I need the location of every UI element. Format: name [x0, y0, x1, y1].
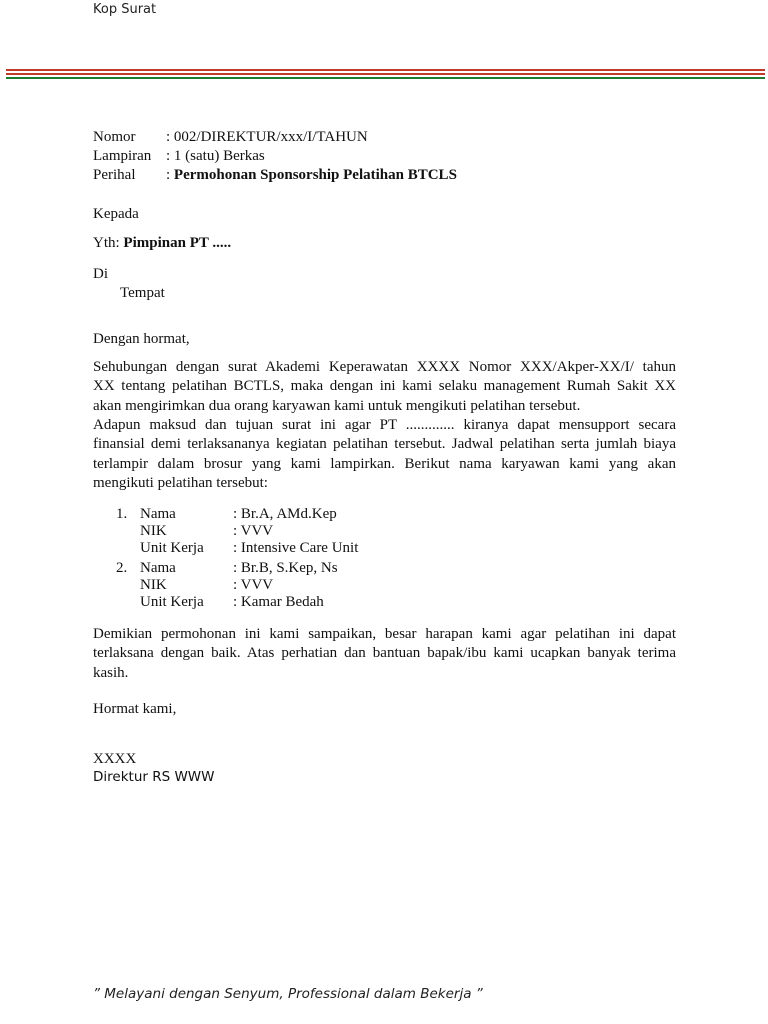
- employee-field-value: : VVV: [233, 523, 274, 539]
- kepada-label: Kepada: [93, 206, 139, 222]
- paragraph-1: [93, 358, 676, 416]
- yth-line: [93, 234, 231, 253]
- employee-field-label: NIK: [140, 577, 167, 593]
- meta-label-nomor: Nomor: [93, 129, 136, 145]
- paragraph-2-line: Adapun maksud dan tujuan surat ini agar PT ............. kiranya dapat mensupport secara: [93, 417, 676, 433]
- di-label: Di: [93, 266, 108, 282]
- header-rule-green: [6, 77, 765, 79]
- paragraph-1-line: Sehubungan dengan surat Akademi Keperawatan XXXX Nomor XXX/Akper-XX/I/ tahun: [93, 359, 676, 375]
- letterhead-label: Kop Surat: [93, 2, 157, 17]
- closing-line: terlaksana dengan baik. Atas perhatian dan bantuan bapak/ibu kami ucapkan banyak terima: [93, 645, 676, 662]
- employee-field-label: Nama: [140, 506, 176, 522]
- tempat-label: Tempat: [120, 285, 165, 301]
- signatory-title: Direktur RS WWW: [93, 769, 215, 785]
- yth-prefix: Yth:: [93, 235, 124, 251]
- meta-value-lampiran: : 1 (satu) Berkas: [166, 148, 265, 164]
- employee-field-label: NIK: [140, 523, 167, 539]
- paragraph-2-line: mengikuti pelatihan tersebut:: [93, 474, 268, 491]
- meta-label-perihal: Perihal: [93, 167, 136, 183]
- paragraph-2-line: finansial demi terlaksananya kegiatan pelatihan tersebut. Jadwal pelatihan serta jumlah biaya: [93, 436, 676, 453]
- employee-field-value: : Br.A, AMd.Kep: [233, 506, 337, 522]
- greeting: Dengan hormat,: [93, 331, 190, 347]
- employee-field-label: Unit Kerja: [140, 594, 204, 610]
- signatory-name: XXXX: [93, 751, 137, 767]
- footer-motto: ” Melayani dengan Senyum, Professional dalam Bekerja ”: [93, 986, 483, 1002]
- employee-field-value: : Kamar Bedah: [233, 594, 324, 610]
- meta-value-perihal: [166, 166, 457, 185]
- meta-label-lampiran: Lampiran: [93, 148, 152, 164]
- employee-field-label: Unit Kerja: [140, 540, 204, 556]
- header-rule-red-1: [6, 69, 765, 71]
- employee-field-label: Nama: [140, 560, 176, 576]
- closing-line: Demikian permohonan ini kami sampaikan, besar harapan kami agar pelatihan ini dapat: [93, 626, 676, 642]
- meta-value-nomor: : 002/DIREKTUR/xxx/I/TAHUN: [166, 129, 368, 145]
- employee-number: 1.: [116, 506, 128, 522]
- paragraph-2: [93, 416, 676, 493]
- yth-name: Pimpinan PT .....: [123, 235, 232, 251]
- header-rule-red-2: [6, 73, 765, 75]
- employee-field-value: : Intensive Care Unit: [233, 540, 359, 556]
- paragraph-1-line: XX tentang pelatihan BCTLS, maka dengan ini kami selaku management Rumah Sakit XX: [93, 378, 676, 395]
- paragraph-2-line: terlampir dalam brosur yang kami lampirkan. Berikut nama karyawan kami yang akan: [93, 455, 676, 472]
- employee-field-value: : Br.B, S.Kep, Ns: [233, 560, 338, 576]
- employee-number: 2.: [116, 560, 128, 576]
- perihal-subject: Permohonan Sponsorship Pelatihan BTCLS: [173, 167, 457, 183]
- perihal-colon: :: [166, 167, 174, 183]
- paragraph-1-line: akan mengirimkan dua orang karyawan kami untuk mengikuti pelatihan tersebut.: [93, 397, 581, 414]
- closing-paragraph: [93, 625, 676, 683]
- closing-line: kasih.: [93, 664, 129, 681]
- salutation-closing: Hormat kami,: [93, 701, 177, 717]
- employee-field-value: : VVV: [233, 577, 274, 593]
